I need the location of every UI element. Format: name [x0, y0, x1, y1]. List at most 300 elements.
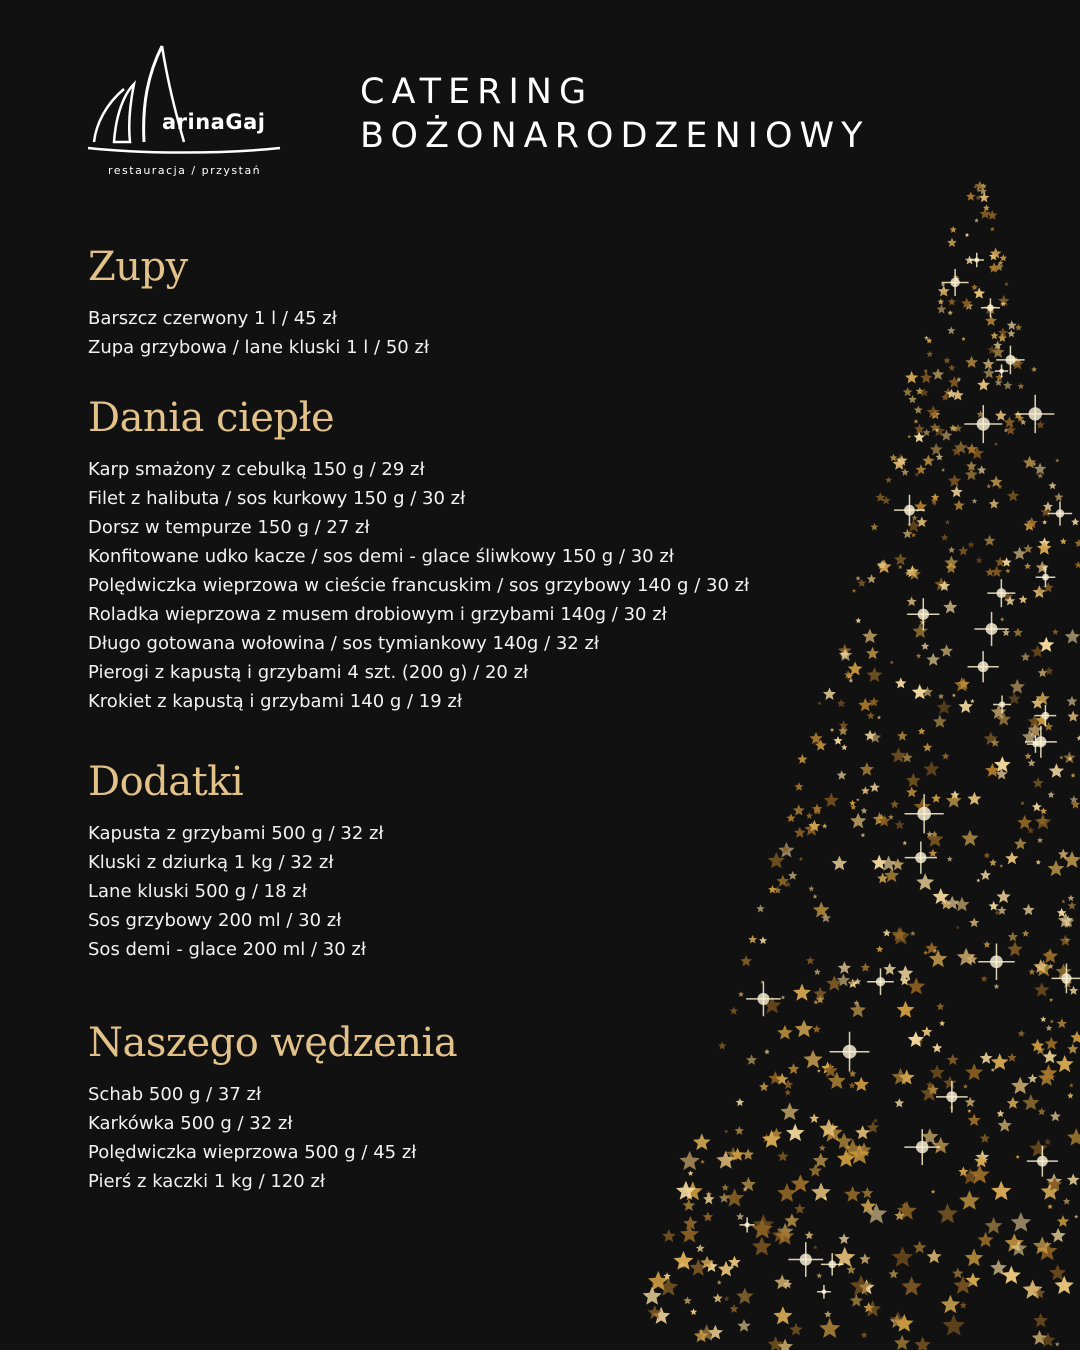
tree-star-icon: [991, 1068, 995, 1072]
tree-star-icon: [1048, 860, 1065, 876]
tree-star-icon: [1067, 1092, 1074, 1098]
tree-star-icon: [1060, 538, 1067, 545]
tree-star-icon: [724, 1296, 730, 1302]
tree-star-icon: [894, 553, 907, 565]
tree-star-icon: [905, 371, 918, 384]
tree-star-icon: [862, 629, 877, 644]
tree-star-icon: [989, 901, 999, 911]
tree-star-icon: [736, 1098, 745, 1106]
tree-star-icon: [855, 1125, 870, 1139]
sailboat-logo-icon: [84, 44, 294, 164]
tree-star-icon: [764, 1049, 770, 1054]
tree-star-icon: [844, 1186, 861, 1202]
tree-star-icon: [742, 1149, 754, 1160]
tree-star-icon: [1070, 1031, 1080, 1044]
menu-item: Lane kluski 500 g / 18 zł: [88, 881, 307, 902]
tree-star-icon: [662, 1229, 676, 1242]
tree-star-icon: [822, 823, 827, 828]
tree-star-icon: [1067, 711, 1079, 722]
tree-star-icon: [1003, 381, 1012, 390]
tree-star-icon: [756, 904, 764, 912]
tree-star-icon: [897, 1001, 915, 1018]
tree-star-icon: [1059, 935, 1071, 946]
tree-star-icon: [850, 1275, 872, 1296]
tree-star-icon: [931, 794, 941, 803]
tree-star-icon: [932, 368, 944, 380]
tree-star-icon: [961, 830, 978, 846]
tree-star-icon: [784, 1213, 799, 1227]
sparkle-icon: [1036, 567, 1056, 587]
tree-star-icon: [1025, 753, 1032, 760]
tree-star-icon: [848, 979, 858, 988]
tree-star-icon: [1067, 1173, 1080, 1185]
tree-star-icon: [892, 1246, 913, 1266]
tree-star-icon: [1067, 1043, 1078, 1054]
tree-star-icon: [1005, 852, 1018, 865]
tree-star-icon: [943, 1314, 966, 1335]
menu-item: Roladka wieprzowa z musem drobiowym i grzybami 140g / 30 zł: [88, 604, 667, 625]
tree-star-icon: [979, 192, 990, 202]
tree-star-icon: [943, 357, 950, 364]
tree-star-icon: [679, 1151, 700, 1170]
tree-star-icon: [980, 869, 991, 880]
tree-star-icon: [971, 284, 978, 291]
tree-star-icon: [1019, 595, 1028, 604]
tree-star-icon: [680, 1225, 699, 1243]
tree-star-icon: [841, 744, 847, 750]
tree-star-icon: [1024, 563, 1031, 570]
tree-star-icon: [968, 541, 975, 548]
tree-star-icon: [869, 782, 880, 792]
tree-star-icon: [813, 1245, 817, 1249]
tree-star-icon: [814, 968, 821, 975]
tree-star-icon: [967, 792, 981, 805]
tree-star-icon: [914, 431, 926, 442]
tree-star-icon: [848, 678, 853, 683]
tree-star-icon: [793, 984, 811, 1001]
tree-star-icon: [920, 372, 932, 384]
tree-star-icon: [948, 546, 955, 553]
tree-star-icon: [688, 1170, 694, 1176]
sparkle-icon: [978, 944, 1015, 981]
tree-star-icon: [837, 973, 851, 986]
tree-star-icon: [936, 700, 951, 715]
tree-star-icon: [683, 1297, 691, 1305]
tree-star-icon: [936, 453, 944, 460]
tree-star-icon: [1065, 629, 1080, 644]
tree-star-icon: [947, 326, 955, 334]
tree-star-icon: [907, 596, 917, 606]
tree-star-icon: [1057, 1215, 1069, 1227]
tree-star-icon: [959, 1190, 980, 1210]
tree-star-icon: [926, 653, 940, 666]
tree-star-icon: [780, 1102, 799, 1120]
tree-star-icon: [740, 955, 752, 966]
tree-star-icon: [736, 1213, 744, 1221]
tree-star-icon: [866, 647, 879, 659]
tree-star-icon: [1004, 416, 1016, 427]
tree-star-icon: [990, 332, 998, 340]
tree-star-icon: [703, 1212, 713, 1222]
tree-star-icon: [693, 1133, 711, 1150]
tree-star-icon: [947, 310, 953, 315]
section-heading: Dania ciepłe: [88, 395, 335, 441]
tree-star-icon: [1028, 759, 1036, 767]
tree-star-icon: [890, 660, 894, 664]
tree-star-icon: [858, 698, 872, 712]
tree-star-icon: [923, 950, 928, 955]
tree-star-icon: [926, 351, 933, 357]
tree-star-icon: [937, 1203, 958, 1223]
section-dania-cieple: [88, 395, 749, 716]
tree-star-icon: [939, 1020, 945, 1026]
tree-star-icon: [991, 1181, 1011, 1200]
tree-star-icon: [926, 831, 933, 838]
tree-star-icon: [748, 935, 757, 944]
tree-star-icon: [1018, 1030, 1025, 1037]
tree-star-icon: [1071, 518, 1079, 526]
section-heading: Dodatki: [88, 759, 244, 805]
tree-star-icon: [861, 963, 871, 972]
tree-star-icon: [1036, 420, 1045, 428]
tree-star-icon: [1059, 755, 1063, 759]
tree-star-icon: [788, 1063, 800, 1074]
tree-star-icon: [855, 618, 861, 624]
tree-star-icon: [1050, 1019, 1054, 1023]
tree-star-icon: [1029, 968, 1036, 975]
tree-star-icon: [728, 1256, 741, 1268]
tree-star-icon: [967, 1109, 971, 1113]
tree-star-icon: [833, 736, 842, 745]
tree-star-icon: [1056, 1055, 1074, 1072]
menu-item: Zupa grzybowa / lane kluski 1 l / 50 zł: [88, 337, 430, 358]
tree-star-icon: [953, 500, 964, 511]
tree-star-icon: [963, 1084, 968, 1088]
tree-star-icon: [1069, 986, 1079, 995]
tree-star-icon: [984, 852, 991, 858]
tree-star-icon: [867, 667, 883, 682]
tree-star-icon: [746, 1054, 757, 1065]
tree-star-icon: [1007, 1053, 1016, 1062]
tree-star-icon: [730, 1007, 739, 1015]
menu-item: Polędwiczka wieprzowa 500 g / 45 zł: [88, 1142, 417, 1163]
tree-star-icon: [777, 1025, 792, 1040]
logo-name: arinaGaj: [162, 110, 266, 134]
tree-star-icon: [1077, 735, 1080, 741]
tree-star-icon: [981, 975, 988, 982]
tree-star-icon: [1057, 1018, 1067, 1028]
sparkle-icon: [830, 1032, 870, 1072]
tree-star-icon: [1050, 1111, 1061, 1122]
tree-star-icon: [736, 1288, 753, 1304]
tree-star-icon: [721, 1184, 729, 1191]
tree-star-icon: [894, 1335, 910, 1350]
tree-star-icon: [1023, 904, 1035, 916]
tree-star-icon: [1068, 895, 1075, 902]
tree-star-icon: [920, 388, 929, 397]
tree-star-icon: [1066, 696, 1077, 707]
tree-star-icon: [921, 1026, 932, 1037]
tree-star-icon: [1007, 941, 1023, 956]
tree-star-icon: [781, 995, 786, 999]
tree-star-icon: [916, 653, 921, 658]
tree-star-icon: [797, 754, 807, 764]
tree-star-icon: [983, 941, 990, 948]
tree-star-icon: [901, 1276, 921, 1295]
menu-item: Sos grzybowy 200 ml / 30 zł: [88, 910, 342, 931]
tree-star-icon: [1013, 628, 1023, 637]
tree-star-icon: [996, 889, 1010, 903]
sparkle-icon: [968, 651, 999, 682]
tree-star-icon: [837, 770, 847, 780]
tree-star-icon: [990, 227, 995, 232]
sparkle-icon: [936, 1081, 968, 1113]
tree-star-icon: [914, 419, 919, 424]
tree-star-icon: [947, 856, 953, 862]
tree-star-icon: [849, 800, 856, 806]
tree-star-icon: [969, 918, 979, 928]
tree-star-icon: [965, 1063, 983, 1080]
tree-star-icon: [1038, 668, 1048, 677]
tree-star-icon: [823, 687, 836, 700]
tree-star-icon: [989, 859, 997, 866]
tree-star-icon: [819, 1318, 840, 1338]
tree-star-icon: [1021, 652, 1031, 661]
tree-star-icon: [929, 950, 947, 968]
tree-star-icon: [929, 1065, 944, 1080]
tree-star-icon: [1008, 692, 1021, 704]
tree-star-icon: [995, 410, 1007, 421]
tree-star-icon: [991, 1053, 1009, 1070]
menu-item: Barszcz czerwony 1 l / 45 zł: [88, 308, 337, 329]
tree-star-icon: [932, 1137, 950, 1154]
tree-star-icon: [906, 787, 917, 798]
menu-item: Pierś z kaczki 1 kg / 120 zł: [88, 1171, 326, 1192]
tree-star-icon: [908, 395, 917, 403]
tree-star-icon: [922, 455, 934, 467]
tree-star-icon: [968, 1114, 981, 1127]
tree-star-icon: [898, 565, 902, 569]
tree-star-icon: [696, 1244, 705, 1252]
tree-star-icon: [982, 358, 994, 369]
tree-star-icon: [1067, 1128, 1080, 1146]
tree-star-icon: [889, 1269, 899, 1278]
tree-star-icon: [773, 1306, 792, 1324]
menu-item: Filet z halibuta / sos kurkowy 150 g / 30 zł: [88, 488, 466, 509]
tree-star-icon: [943, 1076, 957, 1089]
tree-star-icon: [1040, 1016, 1046, 1022]
tree-star-icon: [1016, 1155, 1020, 1159]
tree-star-icon: [903, 387, 913, 396]
tree-star-icon: [1040, 807, 1047, 814]
tree-star-icon: [1042, 948, 1058, 963]
tree-star-icon: [794, 782, 803, 791]
tree-star-icon: [1042, 520, 1047, 525]
tree-star-icon: [946, 793, 962, 808]
tree-star-icon: [690, 1308, 697, 1315]
sparkle-icon: [969, 253, 984, 268]
sparkle-icon: [905, 841, 937, 873]
tree-star-icon: [938, 298, 945, 304]
tree-star-icon: [989, 499, 1000, 509]
tree-star-icon: [975, 195, 981, 200]
tree-star-icon: [894, 1098, 904, 1107]
tree-star-icon: [942, 752, 950, 759]
tree-star-icon: [850, 813, 866, 829]
tree-star-icon: [1004, 282, 1009, 286]
tree-star-icon: [1023, 456, 1036, 469]
tree-star-icon: [856, 576, 861, 581]
tree-star-icon: [813, 894, 818, 899]
tree-star-icon: [952, 1268, 963, 1279]
tree-star-icon: [1049, 763, 1064, 778]
tree-star-icon: [859, 1253, 870, 1264]
sparkle-icon: [817, 1285, 831, 1299]
tree-star-icon: [1028, 1074, 1038, 1083]
menu-item: Karp smażony z cebulką 150 g / 29 zł: [88, 459, 425, 480]
tree-star-icon: [937, 304, 947, 313]
tree-star-icon: [795, 1020, 814, 1038]
tree-star-icon: [998, 333, 1007, 342]
menu-item: Krokiet z kapustą i grzybami 140 g / 19 zł: [88, 691, 462, 712]
tree-star-icon: [718, 1042, 726, 1050]
tree-star-icon: [895, 678, 907, 689]
tree-star-icon: [824, 793, 839, 807]
tree-star-icon: [991, 566, 1002, 577]
sparkle-icon: [981, 298, 1000, 317]
tree-star-icon: [911, 532, 916, 537]
menu-item: Kapusta z grzybami 500 g / 32 zł: [88, 823, 384, 844]
section-heading: Naszego wędzenia: [88, 1020, 458, 1066]
tree-star-icon: [891, 858, 904, 870]
tree-star-icon: [1075, 539, 1080, 547]
tree-star-icon: [849, 1082, 856, 1089]
tree-star-icon: [786, 813, 795, 822]
tree-star-icon: [1071, 773, 1076, 778]
tree-star-icon: [1069, 1083, 1074, 1087]
tree-star-icon: [1063, 751, 1076, 763]
tree-star-icon: [724, 1129, 728, 1133]
tree-star-icon: [945, 520, 950, 525]
tree-star-icon: [1074, 1215, 1078, 1219]
tree-star-icon: [952, 693, 956, 697]
tree-star-icon: [806, 956, 815, 964]
tree-star-icon: [813, 1000, 818, 1005]
tree-star-icon: [929, 849, 938, 857]
menu-item: Konfitowane udko kacze / sos demi - glace śliwkowy 150 g / 30 zł: [88, 546, 674, 567]
tree-star-icon: [1032, 777, 1043, 788]
tree-star-icon: [1007, 330, 1015, 338]
tree-star-icon: [965, 468, 978, 480]
tree-star-icon: [713, 1293, 723, 1302]
tree-star-icon: [1049, 482, 1057, 490]
sparkle-icon: [995, 365, 1008, 378]
tree-star-icon: [1063, 1198, 1071, 1205]
menu-item: Pierogi z kapustą i grzybami 4 szt. (200 g) / 20 zł: [88, 662, 529, 683]
tree-star-icon: [1047, 1204, 1053, 1209]
tree-star-icon: [1045, 667, 1054, 676]
tree-star-icon: [1041, 1333, 1056, 1347]
tree-star-icon: [1034, 982, 1049, 996]
tree-star-icon: [890, 800, 899, 808]
tree-star-icon: [970, 699, 974, 703]
tree-star-icon: [895, 820, 905, 830]
tree-star-icon: [1032, 802, 1042, 811]
tree-star-icon: [717, 1280, 722, 1285]
tree-star-icon: [785, 1089, 791, 1095]
tree-star-icon: [1014, 837, 1027, 849]
tree-star-icon: [826, 975, 842, 991]
tree-star-icon: [832, 856, 848, 871]
tree-star-icon: [1049, 998, 1053, 1002]
logo: [84, 44, 294, 184]
tree-star-icon: [936, 1002, 944, 1010]
tree-star-icon: [805, 1231, 814, 1240]
menu-item: Długo gotowana wołowina / sos tymiankowy 140g / 32 zł: [88, 633, 600, 654]
tree-star-icon: [1029, 1139, 1048, 1157]
tree-star-icon: [1000, 617, 1004, 621]
tree-star-icon: [869, 697, 879, 707]
tree-star-icon: [976, 557, 983, 563]
tree-star-icon: [891, 748, 907, 763]
tree-star-icon: [1043, 501, 1053, 511]
tree-star-icon: [850, 1294, 863, 1307]
tree-star-icon: [948, 298, 956, 306]
tree-star-icon: [860, 762, 874, 776]
tree-star-icon: [1008, 932, 1018, 942]
menu-item: Dorsz w tempurze 150 g / 27 zł: [88, 517, 370, 538]
menu-item: Kluski z dziurką 1 kg / 32 zł: [88, 852, 334, 873]
page-title: [360, 70, 870, 158]
tree-star-icon: [861, 833, 866, 838]
tree-star-icon: [1037, 837, 1043, 843]
tree-star-icon: [980, 208, 991, 219]
tree-star-icon: [983, 204, 990, 211]
tree-star-icon: [867, 574, 877, 583]
tree-star-icon: [793, 804, 805, 815]
menu-item: Polędwiczka wieprzowa w cieście francuskim / sos grzybowy 140 g / 30 zł: [88, 575, 750, 596]
section-dodatki: [88, 759, 384, 964]
tree-star-icon: [752, 1237, 772, 1256]
tree-star-icon: [759, 936, 767, 944]
tree-star-icon: [932, 1043, 942, 1053]
tree-star-icon: [1011, 1212, 1032, 1232]
tree-star-icon: [824, 1310, 832, 1317]
tree-star-icon: [907, 435, 911, 439]
section-heading: Zupy: [88, 244, 188, 290]
tree-star-icon: [870, 523, 878, 531]
tree-star-icon: [924, 369, 928, 373]
tree-star-icon: [933, 715, 947, 728]
tree-star-icon: [994, 984, 1000, 990]
tree-star-icon: [951, 486, 963, 498]
tree-star-icon: [791, 1174, 810, 1192]
tree-star-icon: [952, 389, 964, 400]
tree-star-icon: [961, 337, 965, 341]
tree-star-icon: [897, 731, 908, 741]
tree-star-icon: [683, 1199, 696, 1211]
tree-star-icon: [799, 857, 803, 861]
tree-star-icon: [1007, 1097, 1020, 1109]
tree-star-icon: [1044, 1138, 1051, 1145]
tree-star-icon: [883, 963, 896, 975]
sparkle-icon: [974, 612, 1008, 646]
tree-star-icon: [941, 1295, 960, 1313]
tree-star-icon: [1020, 801, 1024, 805]
tree-star-icon: [943, 600, 957, 614]
tree-star-icon: [910, 931, 916, 936]
tree-star-icon: [1052, 629, 1059, 635]
